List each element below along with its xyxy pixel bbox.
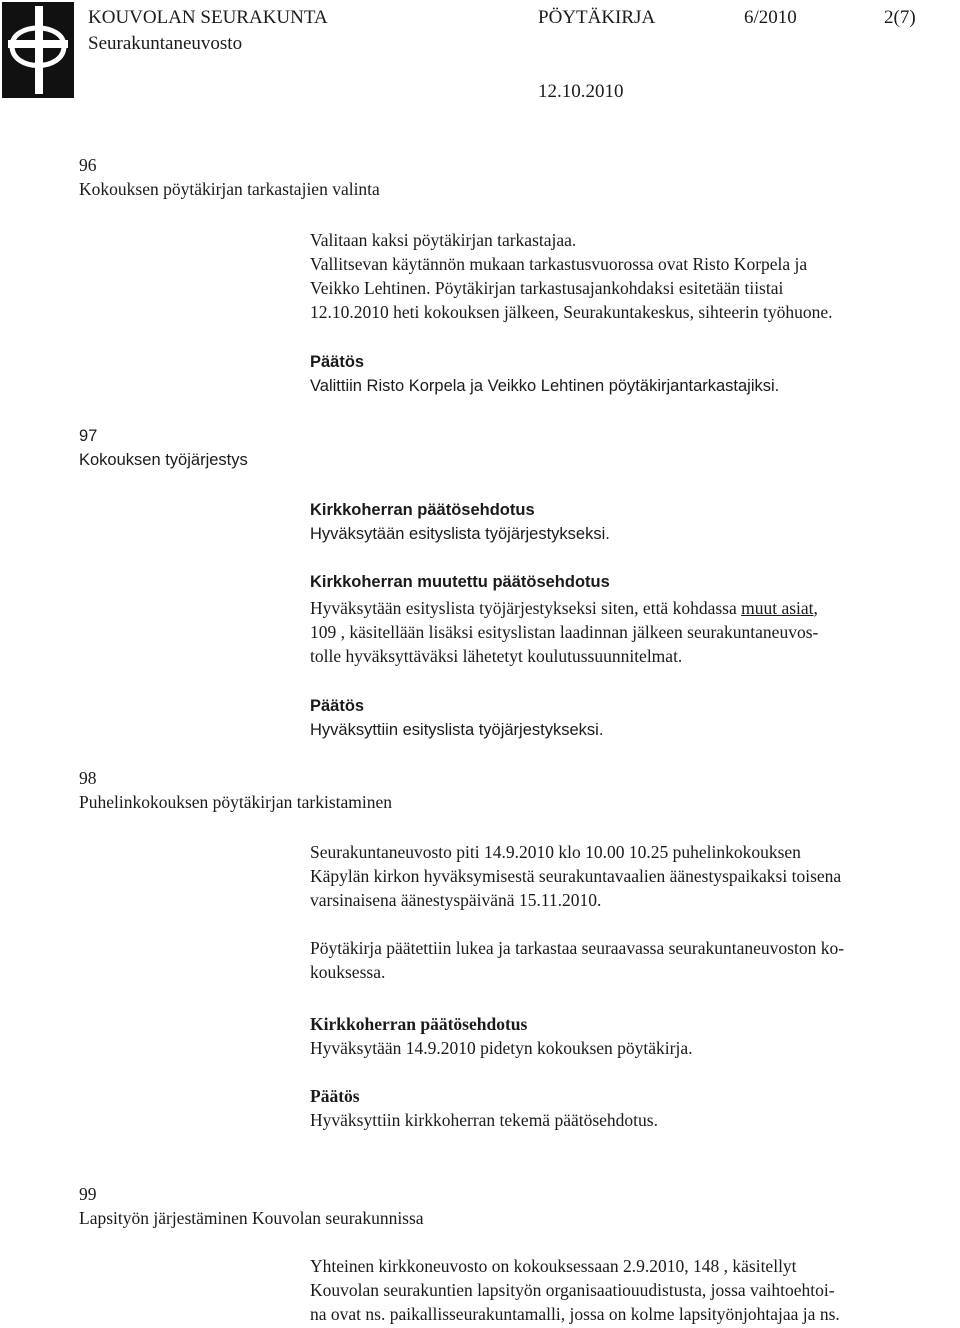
decision-label: Päätös [310, 1086, 360, 1106]
body-line: Vallitsevan käytännön mukaan tarkastusvuorossa ovat Risto Korpela ja [310, 254, 808, 274]
section-number: 96 [79, 155, 97, 175]
muut-asiat-reference: muut asiat [741, 598, 814, 618]
body-line: na ovat ns. paikallisseurakuntamalli, jossa on kolme lapsityönjohtajaa ja ns. [310, 1304, 840, 1324]
body-line: 12.10.2010 heti kokouksen jälkeen, Seurakuntakeskus, sihteerin työhuone. [310, 302, 833, 322]
decision-label: Päätös [310, 353, 365, 371]
body-line: varsinaisena äänestyspäivänä 15.11.2010. [310, 890, 602, 910]
section-number: 98 [79, 768, 97, 788]
section-title: Lapsityön järjestäminen Kouvolan seurakunnissa [79, 1208, 424, 1228]
proposal-label: Kirkkoherran päätösehdotus [310, 1014, 528, 1034]
body-line: Pöytäkirja päätettiin lukea ja tarkastaa seuraavassa seurakuntaneuvoston ko- [310, 938, 845, 958]
modified-proposal-line: tolle hyväksyttäväksi lähetetyt koulutussuunnitelmat. [310, 646, 683, 666]
proposal-text: Hyväksytään esityslista työjärjestykseksi. [310, 525, 610, 543]
modified-proposal-line: 109 , käsitellään lisäksi esityslistan laadinnan jälkeen seurakuntaneuvos- [310, 622, 819, 642]
section-title: Kokouksen työjärjestys [79, 451, 248, 469]
doc-number: 6/2010 [744, 7, 797, 28]
section-number: 97 [79, 427, 98, 445]
doc-type: PÖYTÄKIRJA [538, 7, 656, 28]
decision-text: Hyväksyttiin kirkkoherran tekemä päätösehdotus. [310, 1110, 658, 1130]
body-line: Valitaan kaksi pöytäkirjan tarkastajaa. [310, 230, 577, 250]
modified-line-text: , [813, 598, 818, 618]
body-name: Seurakuntaneuvosto [88, 33, 243, 54]
proposal-label: Kirkkoherran päätösehdotus [310, 501, 535, 519]
body-line: Veikko Lehtinen. Pöytäkirjan tarkastusajankohdaksi esitetään tiistai [310, 278, 784, 298]
decision-text: Hyväksyttiin esityslista työjärjestykseksi. [310, 721, 604, 739]
church-cross-logo-icon [2, 2, 74, 98]
body-line: kouksessa. [310, 962, 386, 982]
section-number: 99 [79, 1184, 97, 1204]
modified-line-text: Hyväksytään esityslista työjärjestykseksi siten, että kohdassa [310, 598, 742, 618]
body-line: Yhteinen kirkkoneuvosto on kokouksessaan 2.9.2010, 148 , käsitellyt [310, 1256, 797, 1276]
page-number: 2(7) [884, 7, 916, 28]
decision-text: Valittiin Risto Korpela ja Veikko Lehtinen pöytäkirjantarkastajiksi. [310, 377, 780, 395]
proposal-text: Hyväksytään 14.9.2010 pidetyn kokouksen pöytäkirja. [310, 1038, 693, 1058]
modified-proposal-line [310, 596, 818, 620]
body-line: Käpylän kirkon hyväksymisestä seurakuntavaalien äänestyspaikaksi toisena [310, 866, 842, 886]
body-line: Seurakuntaneuvosto piti 14.9.2010 klo 10.00 10.25 puhelinkokouksen [310, 842, 801, 862]
decision-label: Päätös [310, 697, 365, 715]
section-title: Puhelinkokouksen pöytäkirjan tarkistaminen [79, 792, 393, 812]
modified-proposal-label: Kirkkoherran muutettu päätösehdotus [310, 573, 610, 591]
meeting-date: 12.10.2010 [538, 81, 624, 102]
section-title: Kokouksen pöytäkirjan tarkastajien valinta [79, 179, 380, 199]
org-name: KOUVOLAN SEURAKUNTA [88, 7, 328, 28]
body-line: Kouvolan seurakuntien lapsityön organisaatiouudistusta, jossa vaihtoehtoi- [310, 1280, 835, 1300]
